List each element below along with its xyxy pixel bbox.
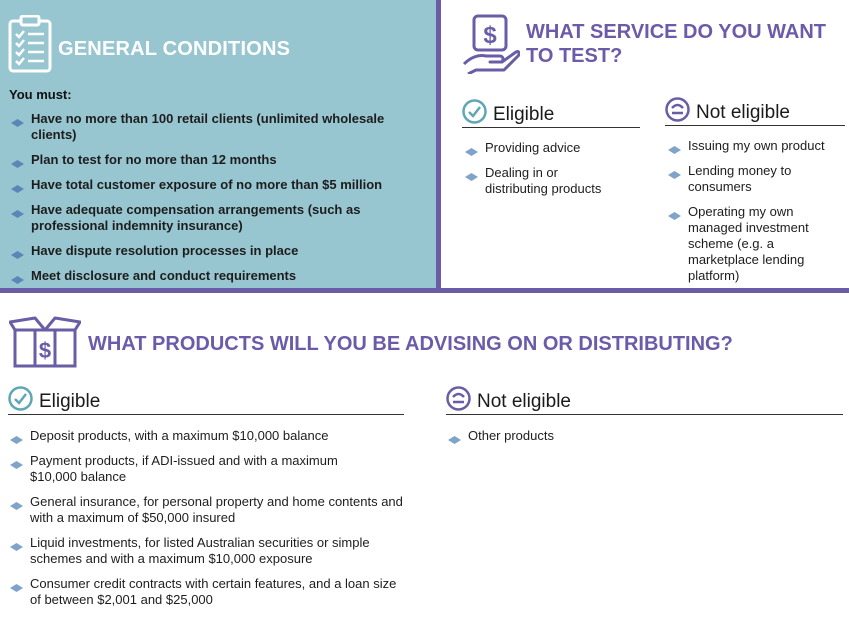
diamond-bullet-icon: [11, 206, 24, 214]
list-item: General insurance, for personal property and home contents and with a maximum of $50,000 insured: [8, 494, 408, 526]
list-item: Have total customer exposure of no more than $5 million: [9, 177, 429, 193]
diamond-bullet-icon: [11, 156, 24, 164]
products-title: WHAT PRODUCTS WILL YOU BE ADVISING ON OR DISTRIBUTING?: [88, 333, 733, 355]
products-eligible-rule: [8, 414, 404, 415]
service-title: WHAT SERVICE DO YOU WANT TO TEST?: [526, 21, 827, 67]
list-item: Providing advice: [463, 140, 633, 156]
products-not-eligible-heading: Not eligible: [446, 386, 571, 417]
diamond-bullet-icon: [11, 181, 24, 189]
list-item: Liquid investments, for listed Australian securities or simple schemes and with a maximum $10,000 exposure: [8, 535, 408, 567]
diamond-bullet-icon: [10, 432, 23, 440]
service-eligible-heading: Eligible: [462, 99, 554, 130]
check-circle-icon: [8, 386, 33, 417]
diamond-bullet-icon: [448, 432, 461, 440]
service-not-eligible-rule: [665, 125, 845, 126]
diamond-bullet-icon: [11, 115, 24, 123]
diamond-bullet-icon: [11, 272, 24, 280]
hand-dollar-icon: [462, 14, 520, 79]
products-eligible-heading: Eligible: [8, 386, 100, 417]
list-item: Have adequate compensation arrangements (such as professional indemnity insurance): [9, 202, 429, 234]
not-eligible-circle-icon: [446, 386, 471, 417]
diamond-bullet-icon: [10, 498, 23, 506]
service-eligible-rule: [462, 127, 640, 128]
list-item: Lending money to consumers: [666, 163, 846, 195]
list-item: Dealing in or distributing products: [463, 165, 633, 197]
diamond-bullet-icon: [10, 580, 23, 588]
list-item: Issuing my own product: [666, 138, 846, 154]
list-item: Other products: [446, 428, 746, 444]
products-not-eligible-rule: [446, 414, 843, 415]
check-circle-icon: [462, 99, 487, 130]
diamond-bullet-icon: [465, 144, 478, 152]
general-conditions-list: [9, 111, 429, 293]
diamond-bullet-icon: [10, 539, 23, 547]
diamond-bullet-icon: [10, 457, 23, 465]
list-item: Meet disclosure and conduct requirements: [9, 268, 429, 284]
service-eligible-list: [463, 140, 633, 206]
service-not-eligible-list: [666, 138, 846, 293]
you-must-label: You must:: [9, 87, 72, 102]
clipboard-checklist-icon: [8, 15, 52, 78]
general-conditions-title: GENERAL CONDITIONS: [58, 38, 291, 60]
products-eligible-list: [8, 428, 408, 617]
vertical-divider: [436, 0, 441, 292]
list-item: Have no more than 100 retail clients (unlimited wholesale clients): [9, 111, 429, 143]
svg-text:$: $: [483, 22, 497, 49]
list-item: Plan to test for no more than 12 months: [9, 152, 429, 168]
diamond-bullet-icon: [465, 169, 478, 177]
list-item: Have dispute resolution processes in place: [9, 243, 429, 259]
list-item: Consumer credit contracts with certain features, and a loan size of between $2,001 and $25,000: [8, 576, 408, 608]
box-dollar-icon: [9, 316, 81, 373]
list-item: Deposit products, with a maximum $10,000 balance: [8, 428, 408, 444]
diamond-bullet-icon: [668, 142, 681, 150]
list-item: Operating my own managed investment scheme (e.g. a marketplace lending platform): [666, 204, 846, 284]
not-eligible-circle-icon: [665, 97, 690, 128]
products-not-eligible-list: [446, 428, 746, 444]
service-not-eligible-heading: Not eligible: [665, 97, 790, 128]
list-item: Payment products, if ADI-issued and with a maximum $10,000 balance: [8, 453, 408, 485]
diamond-bullet-icon: [668, 208, 681, 216]
svg-text:$: $: [38, 338, 52, 363]
diamond-bullet-icon: [11, 247, 24, 255]
diamond-bullet-icon: [668, 167, 681, 175]
